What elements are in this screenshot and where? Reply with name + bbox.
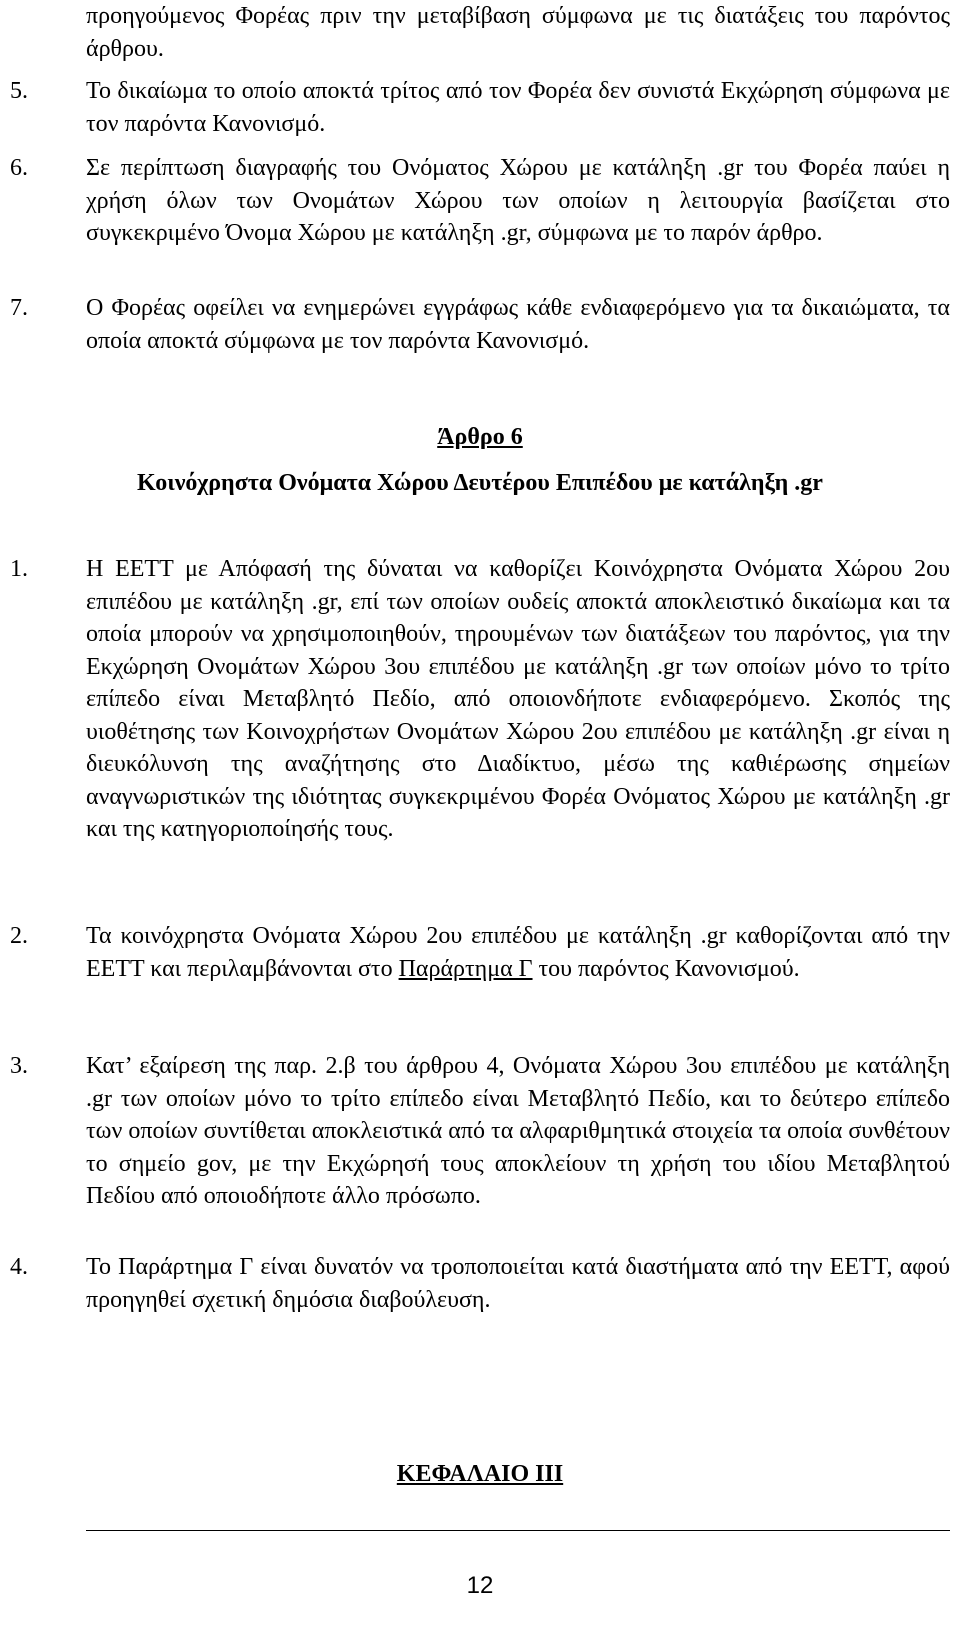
- list-number: 1.: [10, 556, 28, 582]
- list-text: Η ΕΕΤΤ με Απόφασή της δύναται να καθορίζει Κοινόχρηστα Ονόματα Χώρου 2ου επιπέδου με κατάληξη .gr, επί των οποίων ουδείς αποκτά αποκλειστικό δικαίωμα και τα οποία μπορούν να χρησιμοποιηθούν, τηρουμένων των διατάξεων του παρόντος, για την Εκχώρηση Ονομάτων Χώρου 3ου επιπέδου με κατάληξη .gr των οποίων μόνο το τρίτο επίπεδο είναι Μεταβλητό Πεδίο, από οποιονδήποτε ενδιαφερόμενο. Σκοπός της υιοθέτησης των Κοινοχρήστων Ονομάτων Χώρου 2ου επιπέδου με κατάληξη .gr είναι η διευκόλυνση της αναζήτησης στο Διαδίκτυο, μέσω της καθιέρωσης σημείων αναγνωριστικών της ιδιότητας συγκεκριμένου Φορέα Ονόματος Χώρου με κατάληξη .gr και της κατηγοριοποίησής τους.: [86, 556, 950, 842]
- article-title: Κοινόχρηστα Ονόματα Χώρου Δευτέρου Επιπέδου με κατάληξη .gr: [137, 470, 823, 496]
- list-text: Το δικαίωμα το οποίο αποκτά τρίτος από τον Φορέα δεν συνιστά Εκχώρηση σύμφωνα με τον παρόντα Κανονισμό.: [86, 78, 950, 137]
- page-number: 12: [466, 1572, 494, 1599]
- list-text: Σε περίπτωση διαγραφής του Ονόματος Χώρου με κατάληξη .gr του Φορέα παύει η χρήση όλων των Ονομάτων Χώρου των οποίων η λειτουργία βασίζεται στο συγκεκριμένο Όνομα Χώρου με κατάληξη .gr, σύμφωνα με το παρόν άρθρο.: [86, 155, 950, 246]
- continuation-paragraph: προηγούμενος Φορέας πριν την μεταβίβαση σύμφωνα με τις διατάξεις του παρόντος άρθρου.: [86, 3, 950, 62]
- list-text: Το Παράρτημα Γ είναι δυνατόν να τροποποιείται κατά διαστήματα από την ΕΕΤΤ, αφού προηγηθεί σχετική δημόσια διαβούλευση.: [86, 1254, 950, 1313]
- list-text: Κατ’ εξαίρεση της παρ. 2.β του άρθρου 4, Ονόματα Χώρου 3ου επιπέδου με κατάληξη .gr των οποίων μόνο το τρίτο επίπεδο είναι Μεταβλητό Πεδίο, και το δεύτερο επίπεδο των οποίων συντίθεται αποκλειστικά από τα αλφαριθμητικά στοιχεία τα οποία συνθέτουν το σημείο gov, με την Εκχώρησή τους αποκλείουν τη χρήση του ιδίου Μεταβλητού Πεδίου από οποιοδήποτε άλλο πρόσωπο.: [86, 1053, 950, 1209]
- list-number: 4.: [10, 1254, 28, 1280]
- footer-rule: [86, 1530, 950, 1531]
- list-number: 6.: [10, 155, 28, 181]
- list-number: 2.: [10, 923, 28, 949]
- list-number: 5.: [10, 78, 28, 104]
- annex-link[interactable]: Παράρτημα Γ: [398, 955, 533, 982]
- list-text: Ο Φορέας οφείλει να ενημερώνει εγγράφως κάθε ενδιαφερόμενο για τα δικαιώματα, τα οποία αποκτά σύμφωνα με τον παρόντα Κανονισμό.: [86, 295, 950, 354]
- article-heading: Άρθρο 6: [437, 424, 523, 450]
- chapter-heading: ΚΕΦΑΛΑΙΟ ΙΙΙ: [396, 1461, 564, 1487]
- list-number: 3.: [10, 1053, 28, 1079]
- list-text: Τα κοινόχρηστα Ονόματα Χώρου 2ου επιπέδου με κατάληξη .gr καθορίζονται από την ΕΕΤΤ και περιλαμβάνονται στο Παράρτημα Γ του παρόντος Κανονισμού.: [86, 923, 950, 982]
- list-number: 7.: [10, 295, 28, 321]
